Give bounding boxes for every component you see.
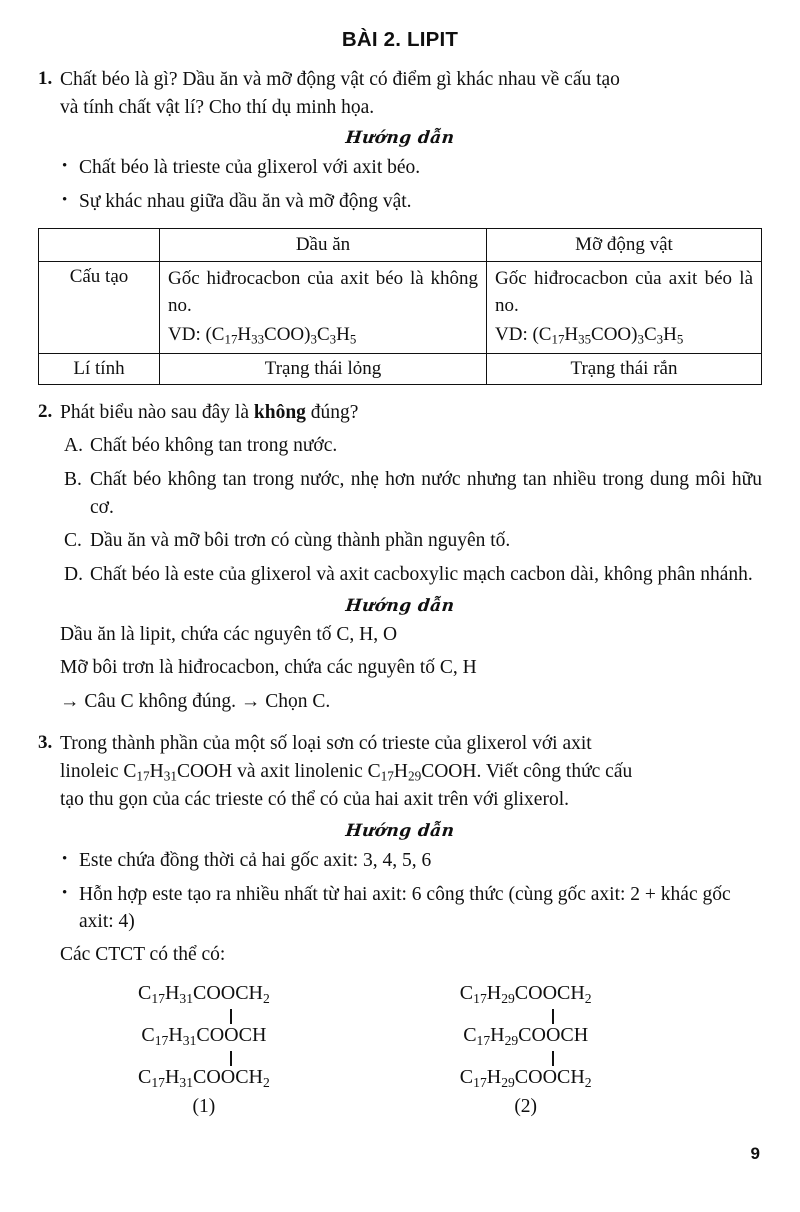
structure-1-row-1 — [138, 982, 270, 1007]
fat-vd-mid-3: C — [643, 323, 657, 345]
structure-2-row-3 — [460, 1066, 592, 1091]
s2r2-c: C — [463, 1023, 477, 1046]
s1r3-sub2: 31 — [179, 1074, 193, 1090]
oil-vd-prefix: VD: (C — [168, 323, 225, 345]
s2r3-sub1: 17 — [473, 1074, 487, 1090]
option-c[interactable] — [64, 527, 762, 555]
structure-1 — [138, 982, 270, 1118]
s2r1-sub2: 29 — [501, 990, 515, 1006]
fat-vd-sub-1: 17 — [551, 331, 565, 347]
s1r2-sub1: 17 — [154, 1032, 169, 1048]
table-header-row — [39, 228, 762, 261]
question-1 — [38, 66, 762, 121]
structure-2 — [460, 982, 592, 1118]
oil-vd-sub-3: 3 — [310, 331, 317, 347]
s1r1-subtail: 2 — [263, 990, 270, 1006]
question-1-line-1: Chất béo là gì? Dầu ăn và mỡ động vật có điểm gì khác nhau về cấu tạo — [60, 69, 620, 90]
q3-sub-4: 29 — [407, 768, 422, 784]
option-c-label: C. — [64, 530, 82, 552]
s2r2-tail: COOCH — [518, 1023, 589, 1046]
q3-linoleic-prefix: linoleic C — [60, 760, 137, 782]
question-1-number: 1. — [38, 68, 53, 89]
s1r2-tail: COOCH — [196, 1023, 267, 1046]
table-corner-cell — [39, 228, 160, 261]
s1r1-sub2: 31 — [179, 990, 193, 1006]
fat-vd-sub-2: 35 — [578, 331, 592, 347]
q1-answer-bullet-2-text: Sự khác nhau giữa dầu ăn và mỡ động vật. — [79, 191, 412, 213]
fat-vd-prefix: VD: (C — [495, 323, 552, 345]
q3-mid-3: H — [393, 760, 408, 782]
option-d[interactable] — [64, 561, 762, 589]
fat-vd-mid-1: H — [564, 323, 579, 345]
page-number: 9 — [750, 1144, 760, 1163]
q3-mid-4: COOH. Viết công thức cấu — [421, 760, 633, 782]
table-cell-oil-structure — [160, 261, 487, 353]
table-row — [39, 261, 762, 353]
s2r1-subtail: 2 — [584, 990, 592, 1006]
question-3-line-2 — [60, 758, 762, 787]
oil-vd-mid-4: H — [336, 323, 350, 345]
question-2 — [38, 399, 762, 427]
option-a-text: Chất béo không tan trong nước. — [90, 435, 338, 457]
table-row — [39, 353, 762, 384]
question-2-number: 2. — [38, 400, 53, 422]
q3-sub-3: 17 — [380, 768, 394, 784]
question-3-line-1: Trong thành phần của một số loại sơn có trieste của glixerol với axit — [60, 733, 592, 755]
fat-vd-sub-5: 5 — [676, 331, 684, 347]
bond-line-icon — [552, 1009, 554, 1024]
s2r3-c: C — [459, 1065, 474, 1088]
oil-vd-mid-1: H — [237, 323, 252, 345]
q3-mid-1: H — [149, 760, 164, 782]
s1r3-c: C — [138, 1065, 152, 1088]
s1r3-h: H — [164, 1065, 180, 1088]
q3-solution-bullet-2-text: Hỗn hợp este tạo ra nhiều nhất từ hai axit: 6 công thức (cùng gốc axit: 2 + khác gốc axit: 4) — [79, 883, 731, 933]
option-d-label: D. — [64, 564, 83, 586]
question-2-prefix: Phát biểu nào sau đây là — [60, 401, 254, 423]
document-body — [38, 66, 762, 216]
bullet-icon: • — [62, 158, 68, 175]
oil-structure-text: Gốc hiđrocacbon của axit béo là không no. — [168, 267, 478, 316]
q3-structures-intro: Các CTCT có thể có: — [60, 944, 226, 966]
q3-mid-2: COOH và axit linolenic C — [176, 760, 381, 782]
s2r1-c: C — [459, 981, 474, 1004]
table-cell-oil-physical: Trạng thái lỏng — [160, 353, 487, 384]
bullet-icon: • — [62, 192, 68, 209]
oil-example-formula — [168, 322, 478, 349]
bullet-icon: • — [62, 851, 68, 868]
oil-vd-sub-2: 33 — [251, 331, 265, 347]
s2r1-h: H — [486, 981, 502, 1004]
s2r2-sub2: 29 — [504, 1032, 519, 1048]
structure-2-bond-2 — [460, 1049, 592, 1066]
question-3-text — [60, 730, 762, 814]
s1r3-tail: COOCH — [192, 1065, 263, 1088]
s2r1-sub1: 17 — [473, 990, 487, 1006]
s2r1-tail: COOCH — [514, 981, 585, 1004]
fat-vd-sub-4: 3 — [656, 331, 664, 347]
q2-solution-line-3: → Câu C không đúng. → Chọn C. — [60, 690, 331, 712]
table-header-oil: Dầu ăn — [160, 228, 487, 261]
structure-1-row-3 — [138, 1066, 270, 1091]
option-a[interactable] — [64, 432, 762, 460]
fat-structure-text: Gốc hiđrocacbon của axit béo là no. — [495, 267, 753, 316]
option-b-label: B. — [64, 469, 82, 491]
q2-solution-line-2: Mỡ bôi trơn là hiđrocacbon, chứa các nguyên tố C, H — [60, 657, 477, 679]
bullet-icon: • — [62, 884, 68, 901]
page-title: BÀI 2. LIPIT — [341, 28, 459, 51]
structure-2-row-2 — [460, 1024, 592, 1049]
s2r3-sub2: 29 — [501, 1074, 515, 1090]
structure-2-row-1 — [460, 982, 592, 1007]
option-d-text: Chất béo là este của glixerol và axit cacboxylic mạch cacbon dài, không phân nhánh. — [90, 564, 753, 586]
question-3-line-3: tạo thu gọn của các trieste có thể có của hai axit trên với glixerol. — [60, 789, 569, 811]
fat-vd-mid-4: H — [663, 323, 677, 345]
structure-1-caption: (1) — [192, 1095, 216, 1117]
document-body-2 — [38, 399, 762, 1118]
table-row-label-physical: Lí tính — [39, 353, 160, 384]
structure-2-bond-1 — [460, 1007, 592, 1024]
table-cell-fat-structure — [487, 261, 762, 353]
oil-vd-sub-4: 3 — [329, 331, 337, 347]
structure-1-row-2 — [138, 1024, 270, 1049]
question-1-line-2: và tính chất vật lí? Cho thí dụ minh họa. — [60, 96, 375, 118]
s1r1-c: C — [138, 981, 152, 1004]
guide-heading-3: Hướng dẫn — [344, 821, 456, 842]
option-b-text: Chất béo không tan trong nước, nhẹ hơn nước nhưng tan nhiều trong dung môi hữu cơ. — [90, 469, 762, 518]
structure-1-bond-2 — [138, 1049, 270, 1066]
fat-vd-sub-3: 3 — [637, 331, 644, 347]
question-3 — [38, 730, 762, 814]
s1r2-c: C — [141, 1023, 155, 1046]
table-row-label-structure: Cấu tạo — [39, 261, 160, 353]
bond-line-icon — [230, 1009, 232, 1024]
q3-sub-2: 31 — [163, 768, 177, 784]
bond-line-icon — [230, 1051, 232, 1066]
s2r3-h: H — [486, 1065, 502, 1088]
question-3-number: 3. — [38, 732, 53, 754]
fat-vd-mid-2: COO) — [591, 323, 638, 345]
structure-1-bond-1 — [138, 1007, 270, 1024]
guide-heading-2: Hướng dẫn — [344, 595, 456, 616]
s1r2-sub2: 31 — [182, 1032, 197, 1048]
q3-solution-bullet-2 — [62, 881, 762, 936]
option-c-text: Dầu ăn và mỡ bôi trơn có cùng thành phần nguyên tố. — [90, 530, 511, 552]
question-2-text — [60, 399, 762, 427]
s1r2-h: H — [168, 1023, 183, 1046]
fat-example-formula — [495, 322, 753, 349]
bond-line-icon — [552, 1051, 554, 1066]
q2-solution-line-1: Dầu ăn là lipit, chứa các nguyên tố C, H, O — [60, 623, 398, 645]
table-header-fat: Mỡ động vật — [487, 228, 762, 261]
s2r3-subtail: 2 — [584, 1074, 592, 1090]
s1r3-subtail: 2 — [263, 1074, 270, 1090]
q3-solution-bullet-1 — [62, 847, 762, 875]
s1r1-h: H — [164, 981, 180, 1004]
option-b[interactable] — [64, 466, 762, 521]
oil-vd-sub-1: 17 — [224, 331, 238, 347]
q3-solution-bullet-1-text: Este chứa đồng thời cả hai gốc axit: 3, 4, 5, 6 — [79, 850, 432, 872]
s2r2-sub1: 17 — [476, 1032, 491, 1048]
q3-sub-1: 17 — [136, 768, 150, 784]
question-2-suffix: đúng? — [305, 401, 359, 423]
comparison-table — [38, 228, 762, 385]
oil-vd-sub-5: 5 — [349, 331, 357, 347]
oil-vd-mid-2: COO) — [264, 323, 311, 345]
structure-2-caption: (2) — [514, 1095, 538, 1117]
q1-answer-bullet-1-text: Chất béo là trieste của glixerol với axit béo. — [79, 157, 421, 179]
question-1-text — [60, 66, 762, 121]
s2r2-h: H — [490, 1023, 505, 1046]
table-cell-fat-physical: Trạng thái rắn — [487, 353, 762, 384]
s2r3-tail: COOCH — [514, 1065, 585, 1088]
q1-answer-bullet-1 — [62, 154, 762, 182]
s1r1-sub1: 17 — [151, 990, 165, 1006]
guide-heading-1: Hướng dẫn — [344, 128, 456, 149]
structural-formulas — [38, 982, 762, 1118]
option-a-label: A. — [64, 435, 83, 457]
s1r3-sub1: 17 — [151, 1074, 165, 1090]
s1r1-tail: COOCH — [192, 981, 263, 1004]
question-2-bold-word: không — [253, 401, 306, 423]
oil-vd-mid-3: C — [316, 323, 330, 345]
q1-answer-bullet-2 — [62, 188, 762, 216]
